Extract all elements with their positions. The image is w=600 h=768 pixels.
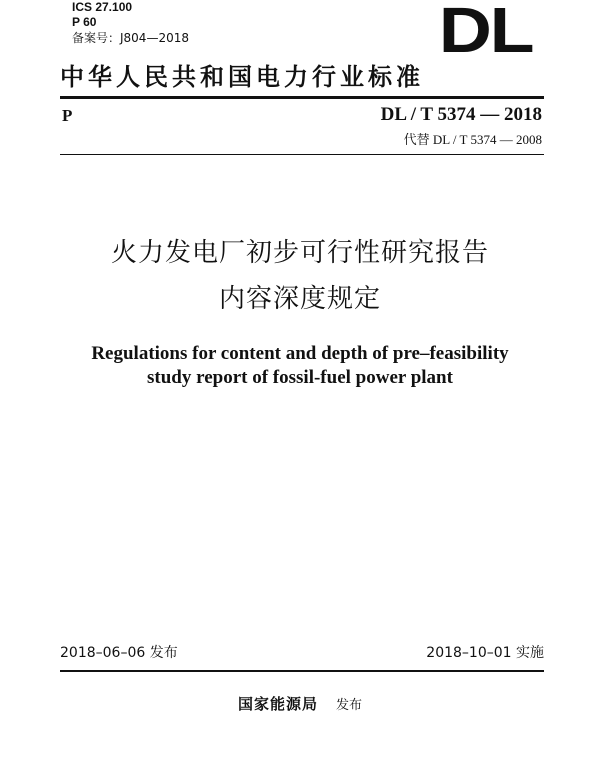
header-divider-thin [60,154,544,155]
publisher-action: 发布 [336,698,363,713]
english-title-line-1: Regulations for content and depth of pre–feasibility [91,343,509,364]
publisher-name: 国家能源局 [237,695,318,713]
classification-code: P 60 [72,15,97,29]
industry-standard-title: 中华人民共和国电力行业标准 [60,62,424,91]
publisher-block [0,694,600,716]
implementation-date: 2018–10–01 实施 [426,645,544,661]
standard-number: DL / T 5374 — 2018 [380,104,542,125]
header-divider-thick [60,96,544,99]
replaces-standard: 代替 DL / T 5374 — 2008 [403,132,542,147]
record-number: 备案号：J804—2018 [72,31,189,45]
footer-divider [60,670,544,672]
english-title-line-2: study report of fossil-fuel power plant [147,367,453,388]
ics-code: ICS 27.100 [72,0,133,14]
dl-logo: DL [438,0,532,66]
issue-date: 2018–06–06 发布 [60,645,178,661]
category-letter: P [62,106,73,125]
chinese-title-line-1: 火力发电厂初步可行性研究报告 [110,238,489,268]
chinese-title-line-2: 内容深度规定 [218,284,381,314]
